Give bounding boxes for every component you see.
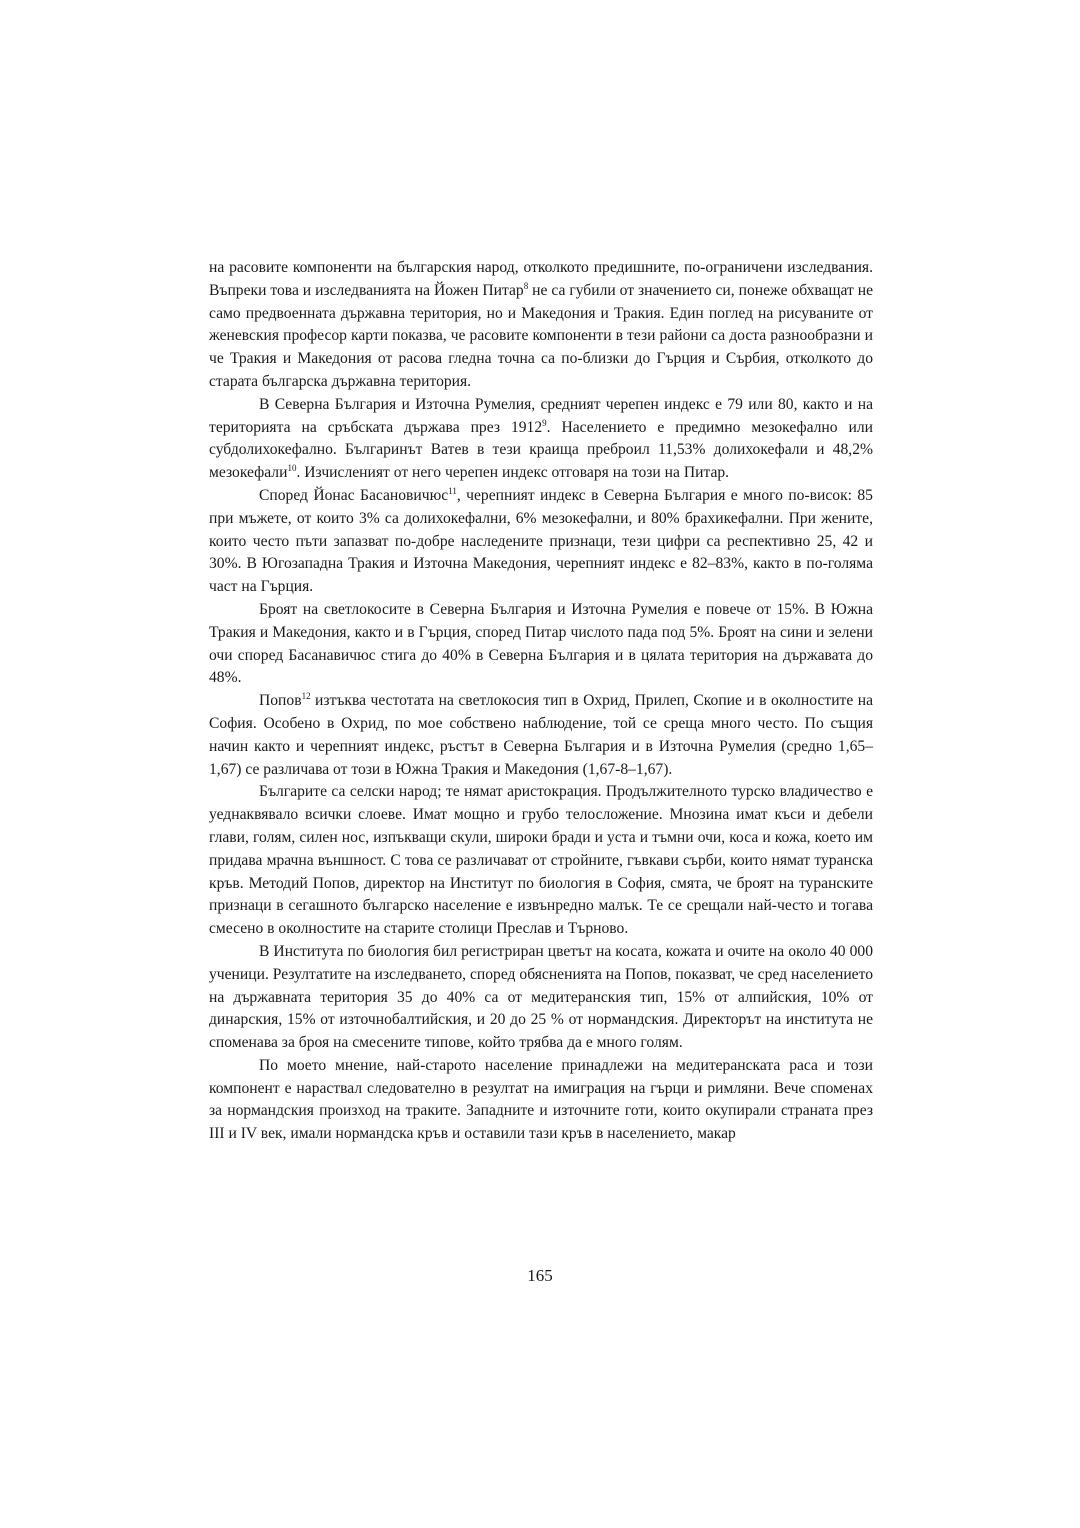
paragraph xyxy=(209,257,873,394)
body-text xyxy=(209,257,873,1146)
text-run: В Северна България и Източна Румелия, средният черепен индекс е 79 или 80, както и на територията на сръбската държава през 1912 xyxy=(209,395,873,436)
text-run: не са губили от значението си, понеже обхващат не само предвоенната държавна територия, но и Македония и Тракия. Един поглед на рисуваните от женевския професор карти показва, че расовите компоненти в тези райони са доста разнообразни и че Тракия и Македония от расова гледна точна са по-близки до Гърция и Сърбия, отколкото до старата българска държавна територия. xyxy=(209,281,873,390)
text-run: Попов xyxy=(259,692,302,710)
text-run: В Института по биология бил регистриран цветът на косата, кожата и очите на около 40 000 ученици. Резултатите на изследването, според обясненията на Попов, показват, че сред населението на държавната територия 35 до 40% са от медитеранския тип, 15% от алпийския, 10% от динарския, 15% от източнобалтийския, и 20 до 25 % от нормандския. Директорът на института не споменава за броя на смесените типове, който трябва да е много голям. xyxy=(209,942,873,1052)
page-number: 165 xyxy=(527,1266,553,1285)
paragraph xyxy=(209,1055,873,1146)
text-run: , черепният индекс в Северна България е много по-висок: 85 при мъжете, от които 3% са долихокефални, 6% мезокефални, и 80% брахикефални. При жените, които често пъти запазват по-добре наследените признаци, тези цифри са респективно 25, 42 и 30%. В Югозападна Тракия и Източна Македония, черепният индекс е 82–83%, както в по-голяма част на Гърция. xyxy=(209,486,873,596)
footnote-ref: 12 xyxy=(301,690,311,701)
footnote-ref: 9 xyxy=(542,417,547,428)
paragraph xyxy=(209,690,873,781)
paragraph xyxy=(209,599,873,690)
paragraph xyxy=(209,485,873,599)
paragraph xyxy=(209,941,873,1055)
text-run: Според Йонас Басановичюс xyxy=(259,486,449,504)
text-run: изтъква честотата на светлокосия тип в Охрид, Прилеп, Скопие и в околностите на София. Особено в Охрид, по мое собствено наблюдение, той се среща много често. По същия начин както и черепният индекс, ръстът в Северна България и в Източна Румелия (средно 1,65–1,67) се различава от този в Южна Тракия и Македония (1,67-8–1,67). xyxy=(209,692,873,778)
text-run: . Изчисленият от него черепен индекс отговаря на този на Питар. xyxy=(296,464,730,482)
text-run: Българите са селски народ; те нямат аристокрация. Продължителното турско владичество е уеднаквявало всички слоеве. Имат мощно и грубо телосложение. Мнозина имат къси и дебели глави, голям, силен нос, изпъкващи скули, широки бради и уста и тъмни очи, коса и кожа, което им придава мрачна външност. С това се различават от стройните, гъвкави сърби, които нямат туранска кръв. Методий Попов, директор на Институт по биология в София, смята, че броят на туранските признаци в сегашното българско население е извънредно малък. Те се срещали най-често и тогава смесено в околностите на старите столици Преслав и Търново. xyxy=(209,783,873,938)
paragraph xyxy=(209,781,873,941)
footnote-ref: 11 xyxy=(448,485,457,496)
text-run: на расовите компоненти на българския народ, отколкото предишните, по-ограничени изследвания. Въпреки това и изследванията на Йожен Питар xyxy=(209,259,873,299)
footnote-ref: 8 xyxy=(523,280,529,291)
text-run: . Населението е предимно мезокефално или субдолихокефално. Българинът Ватев в тези краища преброил 11,53% долихокефали и 48,2% мезокефали xyxy=(209,418,873,482)
text-run: По моето мнение, най-старото население принадлежи на медитеранската раса и този компонент е нараствал следователно в резултат на имиграция на гърци и римляни. Вече споменах за нормандския произход на траките. Западните и източните готи, които окупирали страната през III и IV век, имали нормандска кръв и оставили тази кръв в населението, макар xyxy=(209,1056,873,1143)
paragraph xyxy=(209,394,873,485)
footnote-ref: 10 xyxy=(287,462,297,473)
text-run: Броят на светлокосите в Северна България и Източна Румелия е повече от 15%. В Южна Тракия и Македония, както и в Гърция, според Питар числото пада под 5%. Броят на сини и зелени очи според Басанавичюс стига до 40% в Северна България и в цялата територия на държавата до 48%. xyxy=(209,600,873,687)
